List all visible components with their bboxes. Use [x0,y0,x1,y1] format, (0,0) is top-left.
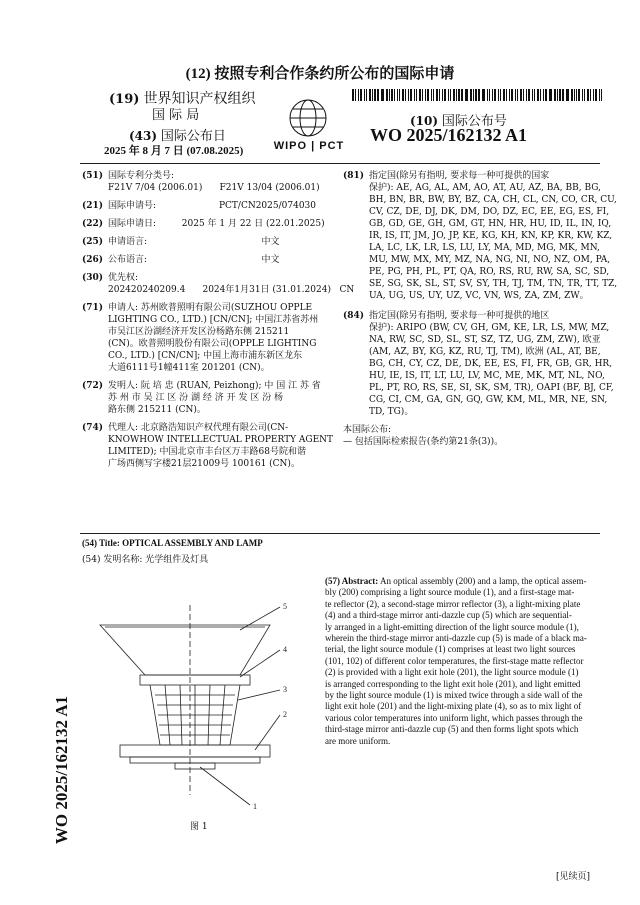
field-code: (21) [82,201,104,211]
field-line: 代理人: 北京路浩知识产权代理有限公司(CN- [108,423,289,433]
field-line: (CN)。欧普照明股份有限公司(OPPLE LIGHTING [108,339,317,349]
field-code: (72) [82,381,104,391]
field-line: 保护): AE, AG, AL, AM, AO, AT, AU, AZ, BA, BB, BG, [369,183,601,193]
field-line: 苏 州 市 吴 江 区 汾 湖 经 济 开 发 区 汾 杨 [108,393,284,403]
field-body [369,170,617,302]
field-line: CV, CZ, DE, DJ, DK, DM, DO, DZ, EC, EE, EG, ES, FI, [369,207,610,217]
field-line: 广场西侧写字楼21层21009号 100161 (CN)。 [108,459,300,469]
figure-1 [90,595,310,815]
field-line: KNOWHOW INTELLECTUAL PROPERTY AGENT [108,435,334,445]
field-line: 路东侧 215211 (CN)。 [108,405,206,415]
field-line: 国际申请日: 2025 年 1 月 22 日 (22.01.2025) [108,219,325,229]
field-body [108,170,320,194]
pubdate-code: (43) [129,129,158,143]
published-item: — 包括国际检索报告(条约第21条(3))。 [343,437,504,447]
abstract-line: (2) is provided with a light exit hole (201), the light source module (1) [325,667,579,678]
abstract-line: (57) Abstract: An optical assembly (200) and a lamp, the optical assem- [325,576,587,586]
figure-label-3: 3 [283,685,287,694]
wipo-logo [268,96,348,156]
field-line: NA, RW, SC, SD, SL, ST, SZ, TZ, UG, ZM, ZW), 欧亚 [369,335,601,345]
field-body [108,380,321,416]
field-code: (22) [82,219,104,229]
field-line: 指定国(除另有指明, 要求每一种可提供的国家 [369,171,550,181]
field-line: BG, CH, CY, CZ, DE, DK, EE, ES, FI, FR, GB, GR, HR, [369,359,613,369]
side-pubno: WO 2025/162132 A1 [52,695,71,845]
field-line: 202420240209.4 2024年1月31日 (31.01.2024) CN [108,285,355,295]
field-body [108,302,318,374]
mid-rule [80,533,600,534]
abstract-line: bly (200) comprising a light source module (1), and a first-stage mat- [325,587,575,598]
abstract-line: (4) and a third-stage mirror anti-dazzle cup (5) which are sequential- [325,610,572,621]
abstract-line: terial, the light source module (1) comprises at least two light sources [325,644,576,655]
abstract-label: (57) Abstract: [325,576,379,586]
field-line: BH, BN, BR, BW, BY, BZ, CA, CH, CL, CN, CO, CR, CU, [369,195,617,205]
field-line: GB, GD, GE, GH, GM, GT, HN, HR, HU, ID, IL, IN, IQ, [369,219,612,229]
field-line: HU, IE, IS, IT, LT, LU, LV, MC, ME, MK, MT, NL, NO, [369,371,605,381]
abstract [325,576,601,747]
abstract-line: third-stage mirror anti-dazzle cup (5) and then forms light spots which [325,724,579,735]
org-code: (19) [109,92,140,107]
org-bureau: 国 际 局 [152,108,200,123]
field-line: 大道6111号1幢411室 201201 (CN)。 [108,363,270,373]
field-line: LA, LC, LK, LR, LS, LU, LY, MA, MD, MG, MK, MN, [369,243,600,253]
abstract-line: is arranged corresponding to the light exit hole (201), and light emitted [325,678,581,689]
field-code: (84) [343,311,365,321]
abstract-line: ly arranged in a light-emitting direction of the light source module (1), [325,621,579,632]
pubno-value: WO 2025/162132 A1 [370,125,528,145]
field-line: 国际专利分类号: [108,171,175,181]
field-body [108,254,279,266]
field-body [108,236,279,248]
field-code: (74) [82,423,104,433]
field-line: 申请人: 苏州欧普照明有限公司(SUZHOU OPPLE [108,303,313,313]
pubdate-value: 2025 年 8 月 7 日 (07.08.2025) [104,145,244,157]
field-line: SE, SG, SK, SL, ST, SV, SY, TH, TJ, TM, TN, TR, TT, TZ, [369,279,618,289]
figure-caption: 图 1 [190,822,208,832]
abstract-line: (101, 102) of different color temperatures, the first-stage matte reflector [325,655,584,666]
field-body [108,200,316,212]
field-line: 公布语言: 中文 [108,255,280,265]
field-code: (71) [82,303,104,313]
header-rule [80,163,600,164]
field-line: TD, TG)。 [369,407,414,417]
field-line: CO., LTD.) [CN/CN]; 中国上海市浦东新区龙东 [108,351,303,361]
field-line: UA, UG, US, UY, UZ, VC, VN, WS, ZA, ZM, ZW。 [369,291,589,301]
field-line: F21V 7/04 (2006.01) F21V 13/04 (2006.01) [108,183,320,193]
field-line: (AM, AZ, BY, KG, KZ, RU, TJ, TM), 欧洲 (AL, AT, BE, [369,347,601,357]
field-line: 申请语言: 中文 [108,237,280,247]
field-line: PL, PT, RO, RS, SE, SI, SK, SM, TR), OAPI (BF, BJ, CF, [369,383,614,393]
title-cn: (54) 发明名称: 光学组件及灯具 [82,555,209,565]
field-body [369,310,614,418]
barcode-side [56,170,68,640]
pubno-label: 国际公布号 [441,114,507,129]
field-line: 发明人: 阮 培 忠 (RUAN, Peizhong); 中 国 江 苏 省 [108,381,321,391]
field-line: 国际申请号: PCT/CN2025/074030 [108,201,317,211]
field-body [108,218,325,230]
field-code: (51) [82,171,104,181]
field-line: 市吴江区汾湖经济开发区汾杨路东侧 215211 [108,327,290,337]
field-line: 优先权: [108,273,139,283]
field-line: 保护): ARIPO (BW, CV, GH, GM, KE, LR, LS, MW, MZ, [369,323,610,333]
pubno-code: (10) [410,114,439,128]
abstract-line: are more uniform. [325,735,391,746]
figure-label-5: 5 [283,602,287,611]
field-line: LIMITED); 中国北京市丰台区万丰路68号院和谐 [108,447,306,457]
field-body [108,272,354,296]
field-code: (25) [82,237,104,247]
title-en: (54) Title: OPTICAL ASSEMBLY AND LAMP [82,538,263,548]
field-line: 指定国(除另有指明, 要求每一种可提供的地区 [369,311,550,321]
field-line: LIGHTING CO., LTD.) [CN/CN]; 中国江苏省苏州 [108,315,319,325]
field-line: CG, CI, CM, GA, GN, GQ, GW, KM, ML, MR, NE, SN, [369,395,608,405]
abstract-line: various color temperatures into uniform light, which passes through the [325,712,583,723]
figure-label-1: 1 [253,802,257,811]
field-code: (81) [343,171,365,181]
wipo-logo-text: WIPO | PCT [273,140,345,152]
figure-label-2: 2 [283,710,287,719]
abstract-line: wherein the third-stage mirror anti-dazzle cup (5) is made of a black ma- [325,633,587,644]
abstract-line: te reflector (2), a second-stage mirror reflector (3), a light-mixing plate [325,598,581,609]
continuation-note: [见续页] [556,872,591,882]
abstract-line: light exit hole (201) and the light-mixing plate (4), so as to mix light of [325,701,582,712]
pubdate-label: 国际公布日 [160,129,226,144]
field-line: PE, PG, PH, PL, PT, QA, RO, RS, RU, RW, SA, SC, SD, [369,267,610,277]
field-line: IR, IS, IT, JM, JO, JP, KE, KG, KH, KN, KP, KR, KW, KZ, [369,231,613,241]
document-title: (12) 按照专利合作条约所公布的国际申请 [185,66,455,82]
org-name: 世界知识产权组织 [143,91,256,107]
abstract-line: by the light source module (1) is mixed twice through a side wall of the [325,690,583,701]
field-body [108,422,333,470]
published-heading: 本国际公布: [343,425,392,435]
barcode-top [352,89,604,101]
field-code: (26) [82,255,104,265]
field-line: MU, MW, MX, MY, MZ, NA, NG, NI, NO, NZ, OM, PA, [369,255,611,265]
figure-label-4: 4 [283,645,287,654]
field-code: (30) [82,273,104,283]
